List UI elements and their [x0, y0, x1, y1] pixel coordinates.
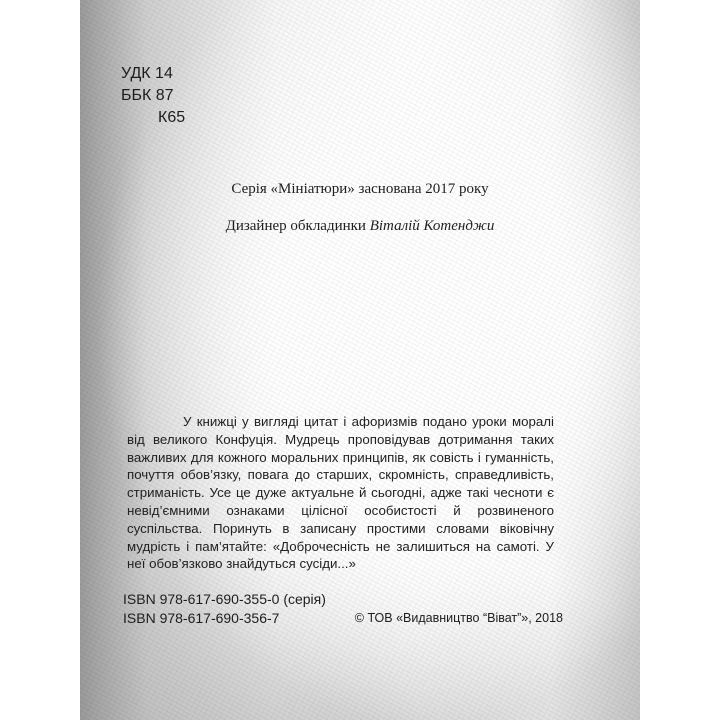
isbn-block	[123, 590, 326, 628]
book-page	[80, 0, 640, 720]
designer-label: Дизайнер обкладинки	[225, 218, 370, 234]
isbn-book: ISBN 978-617-690-356-7	[123, 610, 280, 626]
cover-designer-line	[80, 218, 640, 235]
bbk-code: ББК 87	[121, 87, 174, 104]
udk-code: УДК 14	[121, 65, 173, 82]
designer-name: Віталій Котенджи	[369, 218, 495, 234]
book-annotation: У книжці у вигляді цитат і афоризмів подано уроки моралі від великого Конфуція. Мудрець проповідував дотримання таких важливих для кожного моральних принципів, як совість і гуманність, почуття обов’язку, повага до старших, скромність, справедливість, стриманість. Усе це дуже актуальне й сьогодні, адже такі чесноти є невід’ємними ознаками цілісної особистості й розвиненого суспільства. Поринуть в записану простими словами віковічну мудрість і пам’ятайте: «Доброчесність не залишиться на самоті. У неї обов’язково знайдуться сусіди...»	[127, 414, 554, 572]
isbn-series: ISBN 978-617-690-355-0 (серія)	[123, 591, 326, 607]
copyright-notice: © ТОВ «Видавництво “Віват”», 2018	[354, 611, 563, 625]
library-classification	[121, 63, 185, 129]
series-note: Серія «Мініатюри» заснована 2017 року	[231, 181, 489, 197]
author-mark: К65	[158, 109, 186, 126]
